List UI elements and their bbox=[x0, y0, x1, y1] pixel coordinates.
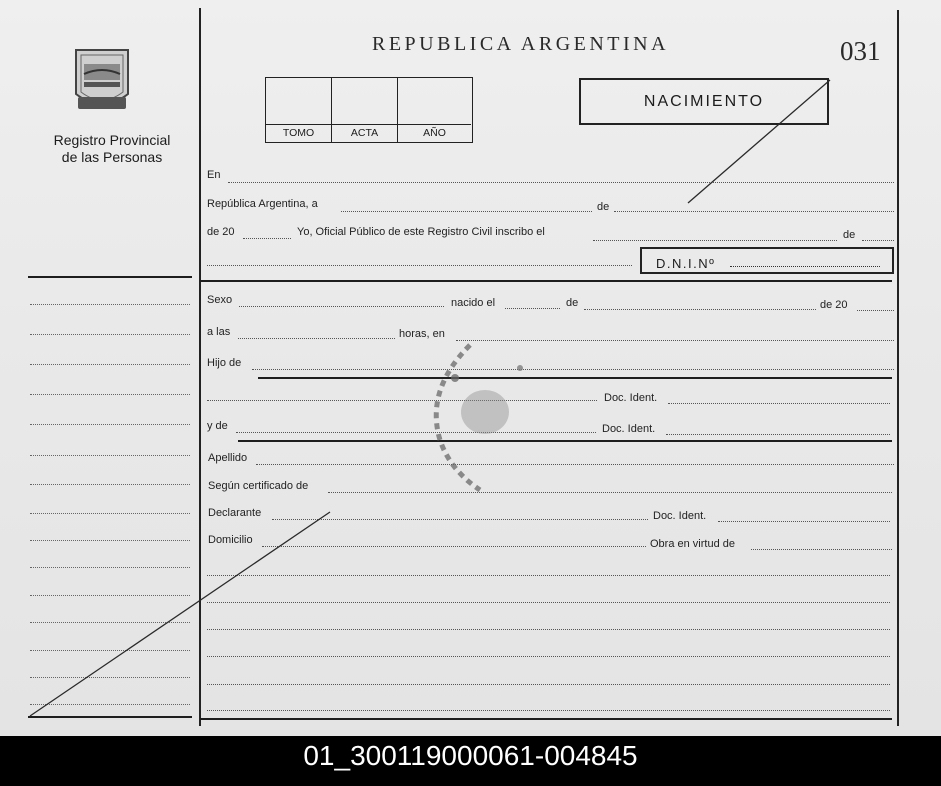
label-obra: Obra en virtud de bbox=[650, 538, 735, 550]
label-a-las: a las bbox=[207, 326, 231, 338]
file-id-caption: 01_300119000061-004845 bbox=[303, 740, 638, 771]
label-de20: de 20 bbox=[207, 226, 235, 238]
cancellation-stroke-top bbox=[688, 80, 830, 203]
label-de-mes: de bbox=[597, 201, 610, 213]
sheet-number: 031 bbox=[840, 36, 881, 66]
acta-label: ACTA bbox=[332, 124, 398, 142]
label-doc-madre: Doc. Ident. bbox=[602, 423, 656, 435]
record-type: NACIMIENTO bbox=[643, 93, 765, 110]
label-doc-padre: Doc. Ident. bbox=[604, 392, 658, 404]
label-segun: Según certificado de bbox=[208, 480, 309, 492]
label-de-end: de bbox=[843, 229, 856, 241]
label-oficial: Yo, Oficial Público de este Registro Civil inscribo el bbox=[297, 226, 545, 238]
label-hijo-de: Hijo de bbox=[207, 357, 242, 369]
registry-name-line2: de las Personas bbox=[61, 149, 163, 165]
label-domicilio: Domicilio bbox=[208, 534, 253, 546]
label-horas-en: horas, en bbox=[399, 328, 445, 340]
label-republica: República Argentina, a bbox=[207, 198, 318, 210]
tomo-label: TOMO bbox=[266, 124, 332, 142]
label-doc-declarante: Doc. Ident. bbox=[653, 510, 707, 522]
faded-stamp bbox=[436, 345, 523, 490]
label-y-de: y de bbox=[207, 420, 228, 432]
ano-label: AÑO bbox=[398, 124, 471, 142]
label-apellido: Apellido bbox=[208, 452, 248, 464]
registry-name-line1: Registro Provincial bbox=[53, 132, 171, 148]
country-title: REPUBLICA ARGENTINA bbox=[372, 33, 670, 55]
dni-label: D.N.I.Nº bbox=[656, 256, 716, 271]
label-nacido: nacido el bbox=[451, 297, 496, 309]
label-sexo: Sexo bbox=[207, 294, 233, 306]
cancellation-stroke-bottom bbox=[30, 512, 330, 716]
label-en: En bbox=[207, 169, 221, 181]
label-declarante: Declarante bbox=[208, 507, 262, 519]
label-nacido-de: de bbox=[566, 297, 579, 309]
label-nacido-de20: de 20 bbox=[820, 299, 848, 311]
